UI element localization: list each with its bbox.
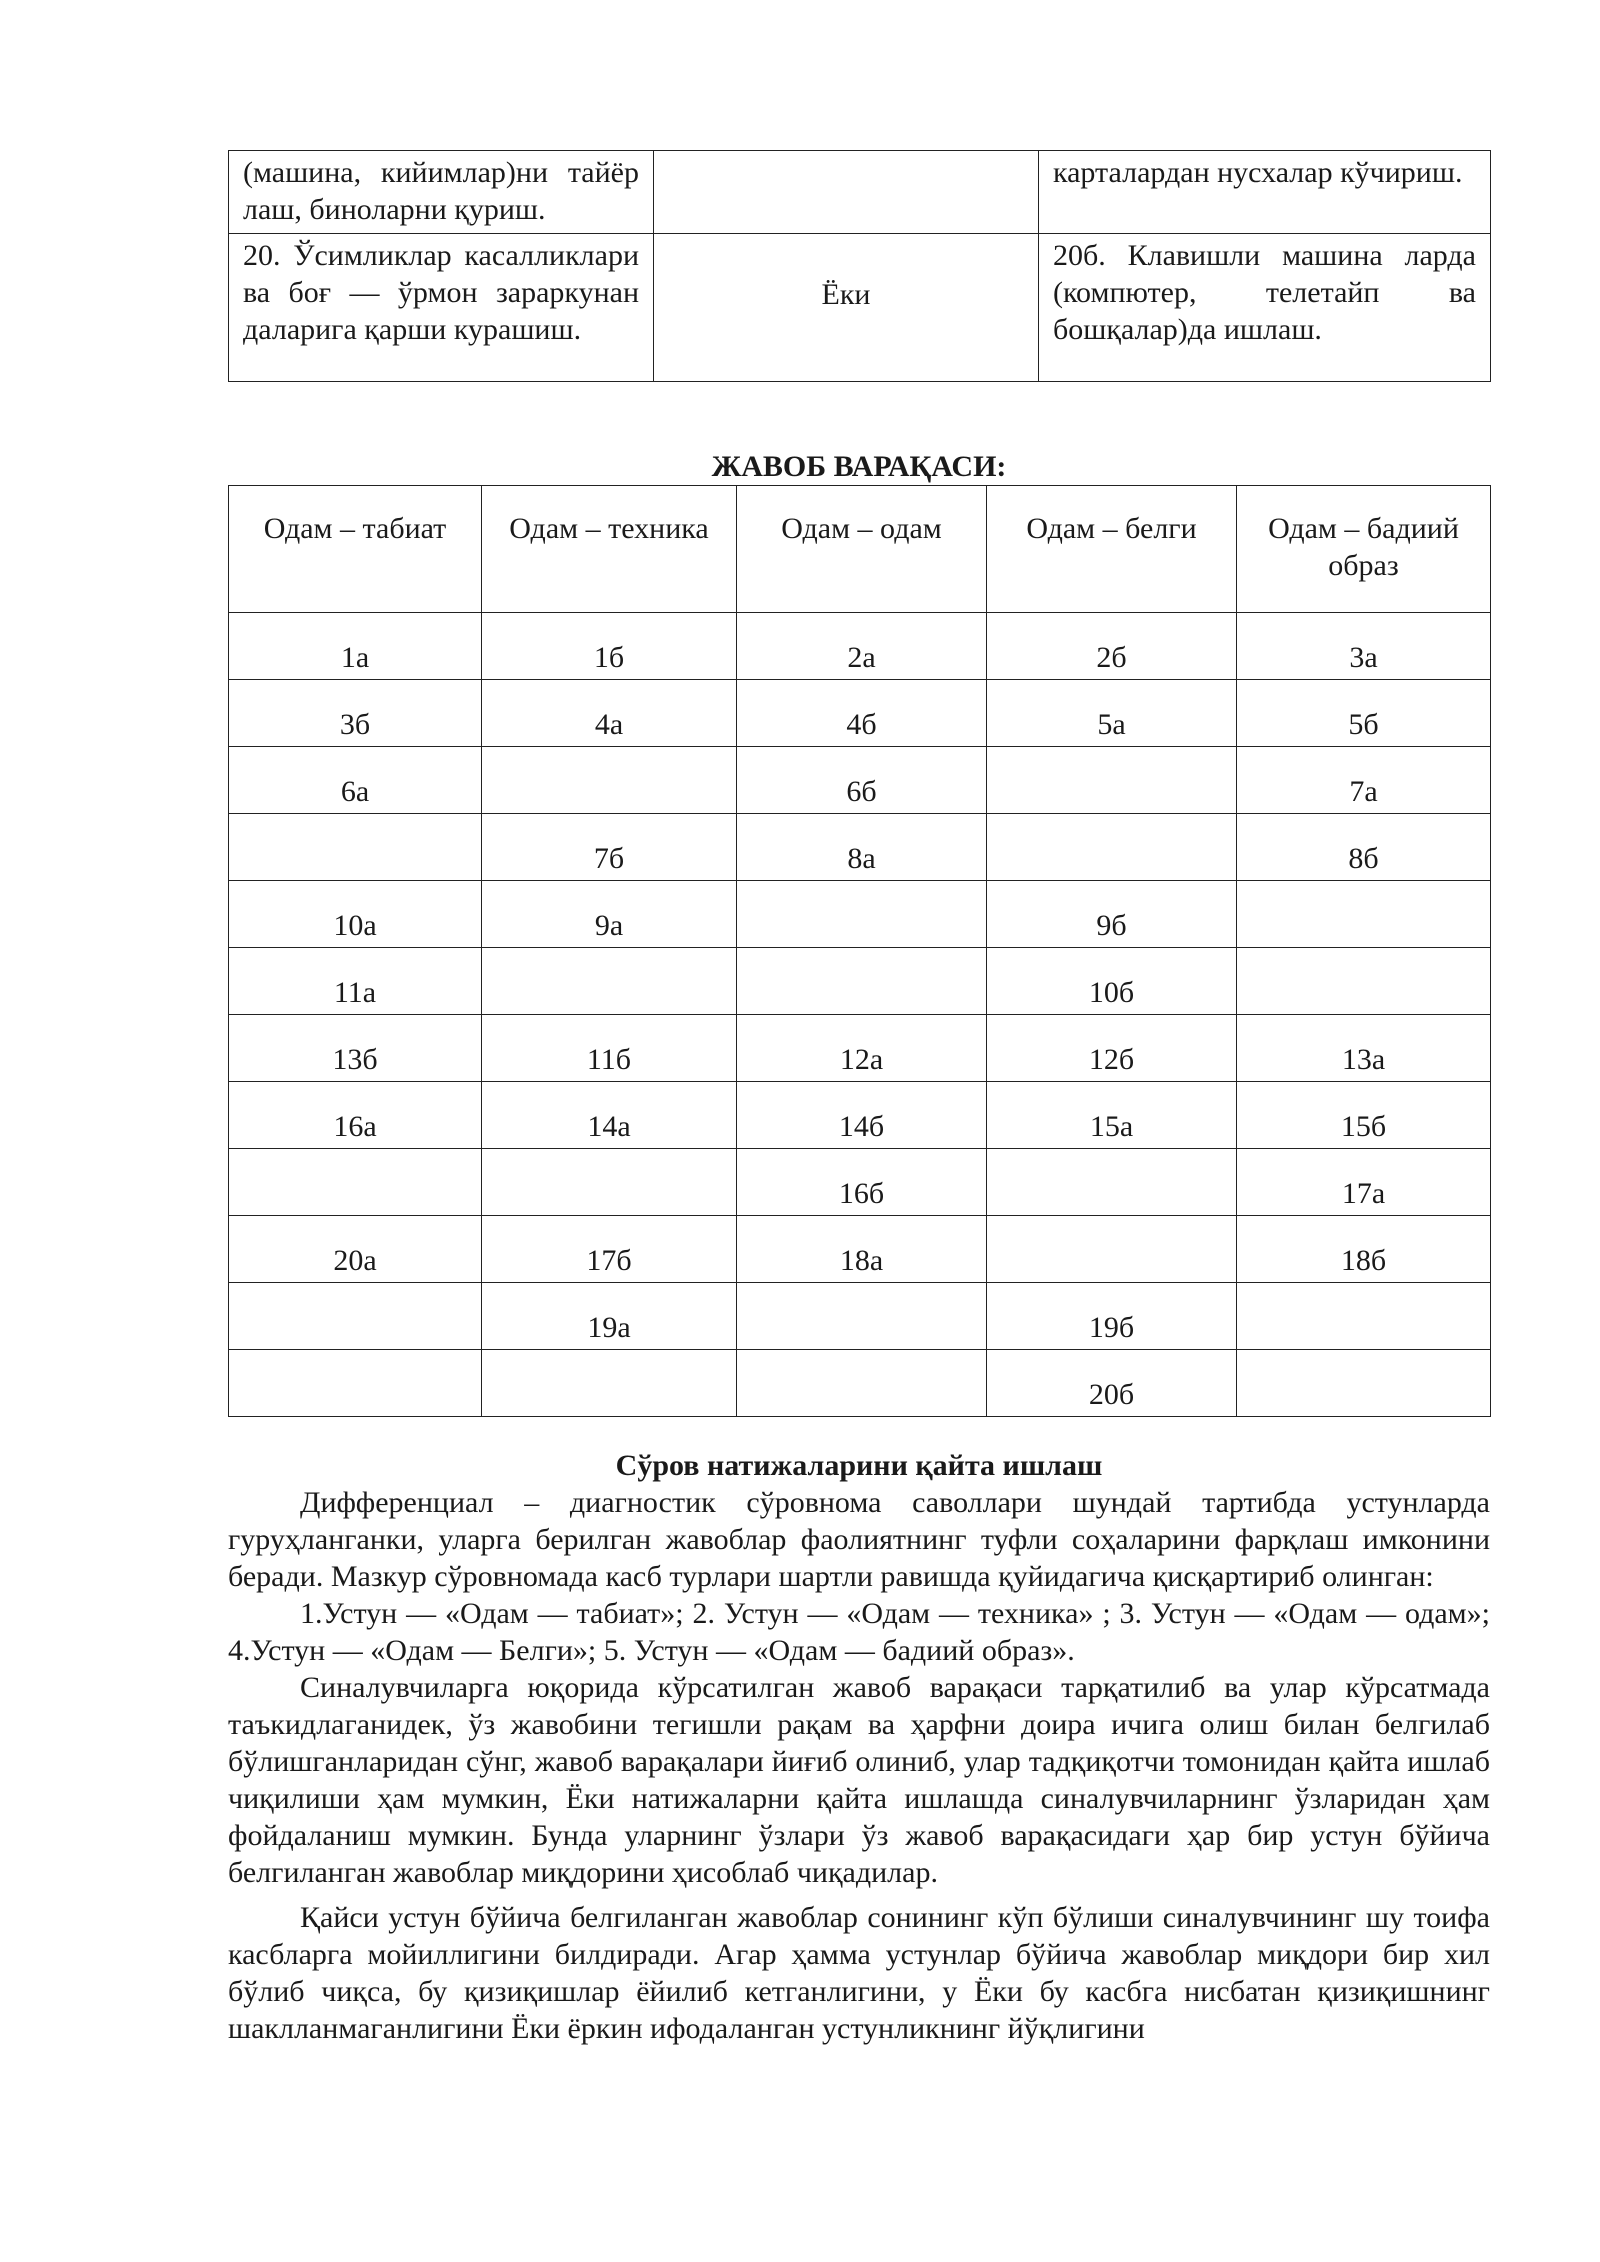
answer-cell (482, 747, 737, 814)
answer-cell (482, 1350, 737, 1417)
answer-cell (1237, 1216, 1491, 1283)
table-row (229, 881, 1491, 948)
column-header: Одам – белги (987, 486, 1237, 613)
answer-cell (1237, 1149, 1491, 1216)
answer-code: 17б (586, 1244, 632, 1277)
answer-cell (229, 1283, 482, 1350)
paragraph: 1.Устун — «Одам — табиат»; 2. Устун — «Одам — техника» ; 3. Устун — «Одам — одам»; 4.Устун — «Одам — Белги»; 5. Устун — «Одам — бадиий образ». (228, 1597, 1490, 1667)
table-header-row (229, 486, 1491, 613)
answer-code: 17а (1341, 1177, 1386, 1210)
answer-cell (737, 1216, 987, 1283)
answer-cell (482, 881, 737, 948)
answer-code: 1а (340, 641, 370, 674)
answer-cell (737, 1149, 987, 1216)
answer-code: 11б (586, 1043, 632, 1076)
answer-code: 3б (339, 708, 371, 741)
column-header: Одам – бадиий образ (1237, 486, 1491, 613)
answer-cell (229, 680, 482, 747)
answer-code: 4а (594, 708, 624, 741)
table-row (229, 234, 1491, 382)
answer-cell (1237, 680, 1491, 747)
answer-cell (737, 1082, 987, 1149)
answer-cell (229, 1149, 482, 1216)
answer-cell (229, 814, 482, 881)
answer-cell (229, 1350, 482, 1417)
answer-code: 12а (839, 1043, 884, 1076)
paragraph: Қайси устун бўйича белгиланган жавоблар сонининг кўп бўлиши синалувчининг шу тоифа касбларга мойиллигини билдиради. Агар ҳамма устунлар бўйича жавоблар миқдори бир хил бўлиб чиқса, бу қизиқишлар ёйилиб кетганлигини, у Ёки бу касбга нисбатан қизиқишнинг шаклланмаганлигини Ёки ёркин ифодаланган устунликнинг йўқлигини (228, 1901, 1490, 2045)
table-row (229, 151, 1491, 234)
table-cell: карталардан нусхалар кўчириш. (1039, 151, 1491, 234)
answer-cell (987, 613, 1237, 680)
answer-cell (229, 948, 482, 1015)
answer-cell (737, 948, 987, 1015)
answer-code: 4б (846, 708, 877, 741)
answer-code: 6а (340, 775, 370, 808)
answer-code: 19б (1088, 1311, 1135, 1344)
answer-cell (1237, 1082, 1491, 1149)
answer-code: 3а (1349, 641, 1378, 674)
answer-code: 10а (333, 909, 377, 942)
answer-code (488, 1413, 730, 1416)
document-page (228, 150, 1490, 2047)
answer-cell (482, 1283, 737, 1350)
answer-cell (987, 1082, 1237, 1149)
table-row (229, 747, 1491, 814)
answer-cell (1237, 1350, 1491, 1417)
answer-code: 6б (846, 775, 877, 808)
answer-cell (229, 747, 482, 814)
answer-sheet-body (229, 613, 1491, 1417)
answer-cell (737, 747, 987, 814)
answer-cell (737, 881, 987, 948)
table-row (229, 680, 1491, 747)
answer-cell (987, 1015, 1237, 1082)
answer-code: 18б (1340, 1244, 1387, 1277)
answer-cell (737, 814, 987, 881)
table-row (229, 1015, 1491, 1082)
column-header: Одам – одам (737, 486, 987, 613)
table-row (229, 1149, 1491, 1216)
table-row (229, 1283, 1491, 1350)
answer-code: 10б (1088, 976, 1135, 1009)
answer-cell (737, 1350, 987, 1417)
table-cell: 20б. Клавишли машина ларда (компютер, телетайп ва бошқалар)да ишлаш. (1039, 234, 1491, 382)
table-row (229, 1216, 1491, 1283)
section-title: Сўров натижаларини қайта ишлаш (615, 1449, 1103, 1482)
answer-cell (987, 680, 1237, 747)
answer-cell (1237, 881, 1491, 948)
answer-cell (1237, 613, 1491, 680)
answer-code: 16б (838, 1177, 885, 1210)
table-row (229, 948, 1491, 1015)
answer-cell (482, 1015, 737, 1082)
answer-code: 1б (593, 641, 625, 674)
answer-cell (482, 613, 737, 680)
answer-cell (737, 1015, 987, 1082)
answer-code: 20б (1088, 1378, 1135, 1411)
answer-code: 5б (1348, 708, 1379, 741)
table-row (229, 814, 1491, 881)
answer-sheet-table (228, 485, 1491, 1417)
answer-sheet-title: ЖАВОБ ВАРАҚАСИ: (711, 450, 1007, 483)
answer-code: 18а (839, 1244, 884, 1277)
answer-code: 13б (332, 1043, 378, 1076)
paragraph: Синалувчиларга юқорида кўрсатилган жавоб варақаси тарқатилиб ва улар кўрсатмада таъкидлаганидек, ўз жавобини тегишли рақам ва ҳарфни доира ичига олиш билан белгилаб бўлишганларидан сўнг, жавоб варақалари йиғиб олиниб, улар тадқиқотчи томонидан қайта ишлаб чиқилиши ҳам мумкин, Ёки натижаларни қайта ишлашда синалувчиларнинг ўзларидан ҳам фойдаланиш мумкин. Бунда уларнинг ўзлари ўз жавоб варақасидаги ҳар бир устун бўйича белгиланган жавоблар миқдорини ҳисоблаб чиқадилар. (228, 1671, 1490, 1889)
answer-code: 2б (1096, 641, 1127, 674)
table-cell (654, 151, 1039, 234)
column-header: Одам – техника (482, 486, 737, 613)
answer-cell (229, 1082, 482, 1149)
answer-cell (482, 680, 737, 747)
answer-code (235, 1413, 475, 1416)
answer-cell (987, 1350, 1237, 1417)
answer-cell (737, 680, 987, 747)
column-header: Одам – табиат (229, 486, 482, 613)
continuation-table (228, 150, 1491, 382)
answer-cell (1237, 948, 1491, 1015)
answer-code (1243, 1413, 1484, 1416)
answer-cell (987, 1149, 1237, 1216)
answer-code (743, 1413, 980, 1416)
table-cell: 20. Ўсимликлар касалликлари ва боғ — ўрмон зараркунан даларига қарши курашиш. (229, 234, 654, 382)
answer-code: 14а (587, 1110, 631, 1143)
answer-code: 19а (587, 1311, 631, 1344)
answer-code: 9а (594, 909, 624, 942)
answer-code: 16а (333, 1110, 377, 1143)
answer-code: 7б (593, 842, 625, 875)
answer-code: 12б (1088, 1043, 1135, 1076)
answer-code: 14б (838, 1110, 885, 1143)
answer-code: 7а (1349, 775, 1378, 808)
answer-cell (987, 1283, 1237, 1350)
answer-cell (482, 1149, 737, 1216)
answer-code: 20а (333, 1244, 377, 1277)
answer-cell (229, 1216, 482, 1283)
answer-cell (737, 1283, 987, 1350)
answer-code: 15б (1340, 1110, 1387, 1143)
answer-cell (229, 881, 482, 948)
answer-cell (229, 613, 482, 680)
answer-cell (987, 948, 1237, 1015)
answer-cell (482, 1216, 737, 1283)
answer-code: 15а (1089, 1110, 1134, 1143)
answer-code: 11а (333, 976, 377, 1009)
table-row (229, 613, 1491, 680)
table-cell: (машина, кийимлар)ни тайёр лаш, биноларни қуриш. (229, 151, 654, 234)
answer-cell (482, 1082, 737, 1149)
answer-cell (987, 1216, 1237, 1283)
answer-cell (1237, 747, 1491, 814)
answer-cell (1237, 1015, 1491, 1082)
answer-cell (1237, 814, 1491, 881)
table-row (229, 1350, 1491, 1417)
answer-code: 5а (1097, 708, 1126, 741)
answer-cell (987, 881, 1237, 948)
answer-code: 13а (1341, 1043, 1386, 1076)
answer-code: 9б (1096, 909, 1127, 942)
answer-code: 8а (847, 842, 876, 875)
answer-cell (229, 1015, 482, 1082)
table-cell: Ёки (654, 234, 1039, 382)
answer-code: 2а (847, 641, 876, 674)
answer-cell (737, 613, 987, 680)
answer-cell (482, 948, 737, 1015)
table-row (229, 1082, 1491, 1149)
answer-cell (987, 747, 1237, 814)
answer-cell (987, 814, 1237, 881)
paragraph: Дифференциал – диагностик сўровнома саволлари шундай тартибда устунларда гуруҳланганки, уларга берилган жавоблар фаолиятнинг туфли соҳаларини фарқлаш имконини беради. Мазкур сўровномада касб турлари шартли равишда қуйидагича қисқартириб олинган: (228, 1486, 1490, 1593)
answer-code: 8б (1348, 842, 1379, 875)
answer-cell (1237, 1283, 1491, 1350)
answer-cell (482, 814, 737, 881)
